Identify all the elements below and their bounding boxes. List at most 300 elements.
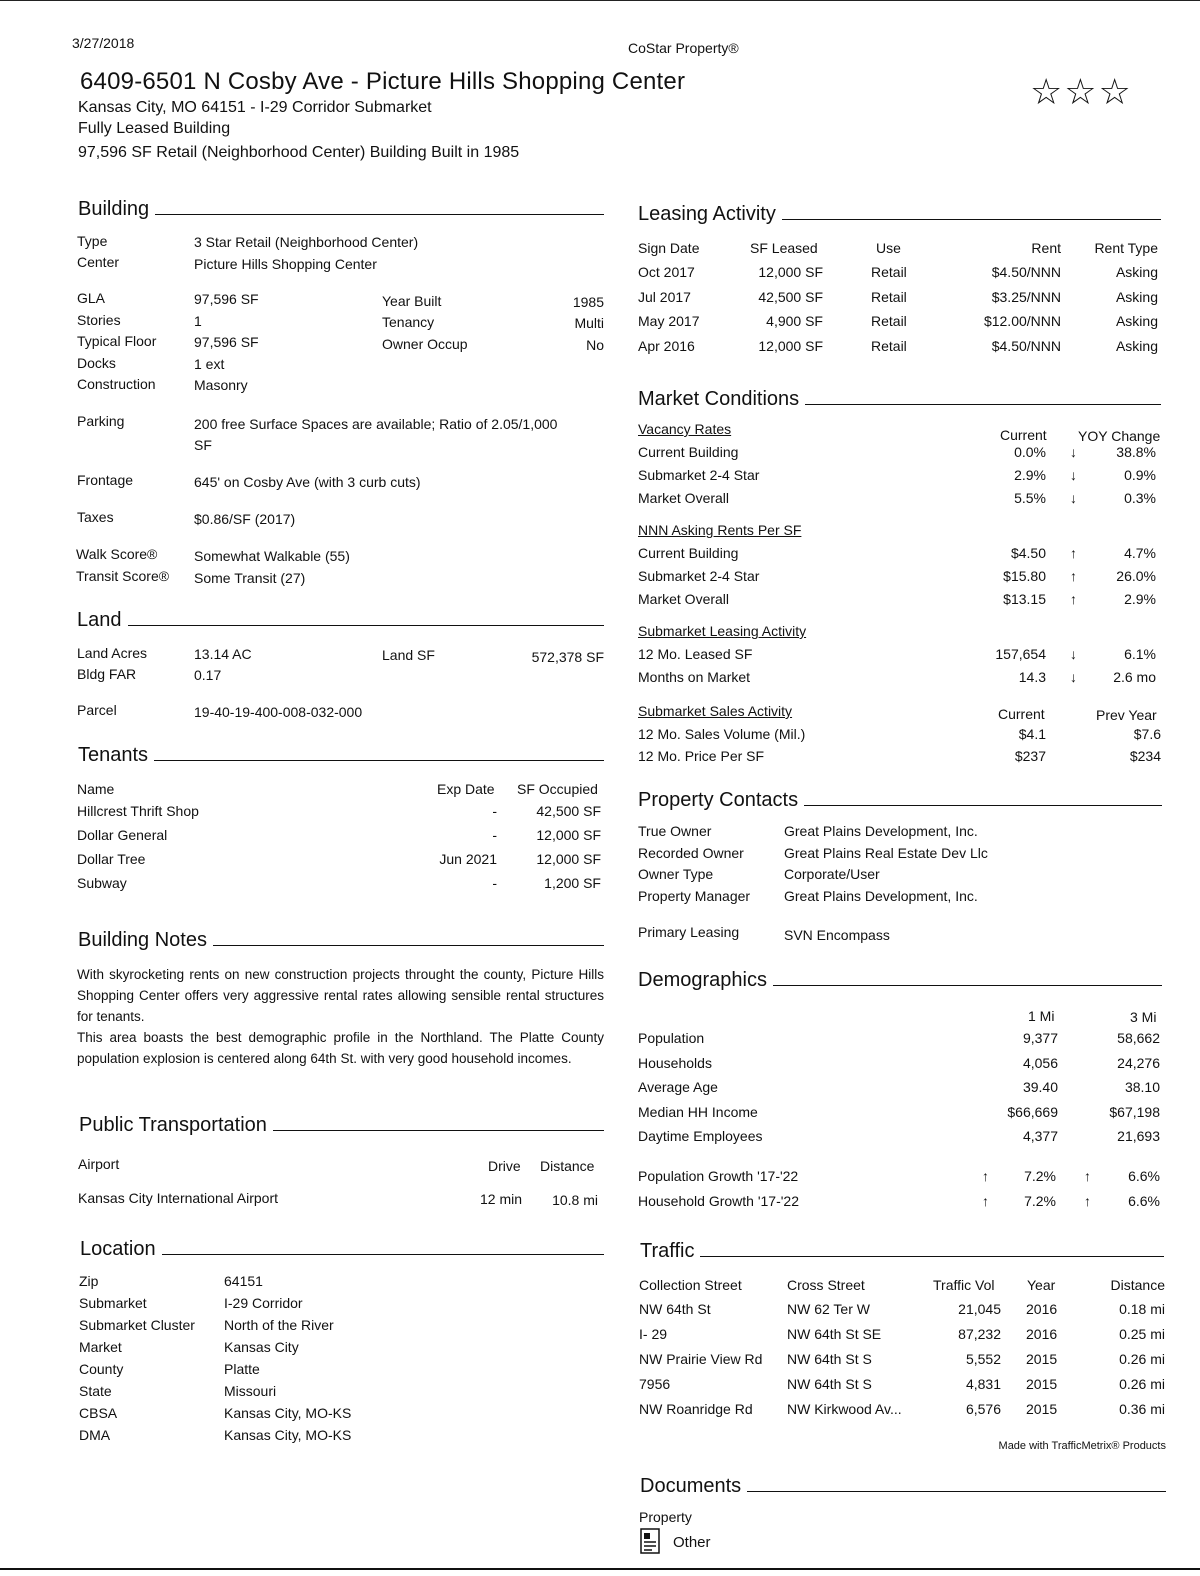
growth-3-mi: 6.6% (1128, 1168, 1160, 1184)
table-row (638, 748, 1166, 768)
heading-rule (700, 1256, 1164, 1257)
lease-rent-type: Asking (1115, 264, 1158, 280)
location-label: Market (79, 1339, 122, 1355)
sales-current: $4.1 (1018, 726, 1046, 742)
lease-rent: $4.50/NNN (991, 264, 1061, 280)
center-value: Picture Hills Shopping Center (194, 256, 377, 272)
address-line: Kansas City, MO 64151 - I-29 Corridor Submarket (78, 99, 432, 116)
table-row (638, 289, 1161, 311)
lease-sign-date: Jul 2017 (638, 288, 691, 305)
contact-name: Great Plains Development, Inc. (784, 823, 978, 839)
heading-text: Building (78, 198, 150, 220)
list-item (79, 1427, 479, 1447)
owner-occup-value: No (586, 337, 604, 353)
walk-score-value: Somewhat Walkable (55) (194, 548, 350, 564)
metric-current: 0.0% (1014, 444, 1046, 460)
construction-label: Construction (77, 376, 156, 392)
down-arrow-icon: ↓ (1070, 467, 1077, 483)
lease-rent: $12.00/NNN (983, 313, 1061, 329)
lease-sf: 4,900 SF (766, 313, 823, 329)
stories-value: 1 (194, 313, 202, 329)
list-item (638, 888, 1158, 908)
col-use: Use (876, 240, 901, 256)
heading-rule (804, 805, 1162, 806)
section-heading-traffic (640, 1240, 1164, 1263)
location-value: I-29 Corridor (224, 1295, 303, 1311)
col-collection-street: Collection Street (639, 1277, 742, 1293)
metric-yoy-change: 4.7% (1124, 545, 1156, 561)
up-arrow-icon: ↑ (982, 1168, 989, 1184)
col-sales-current: Current (998, 706, 1045, 722)
table-row (77, 851, 604, 873)
section-heading-building (78, 198, 604, 221)
tenants-table (77, 781, 604, 903)
table-row (638, 444, 1166, 464)
demo-1-mi: 4,056 (1022, 1054, 1058, 1071)
col-traffic-vol: Traffic Vol (933, 1277, 995, 1293)
gla-value: 97,596 SF (194, 291, 259, 307)
tenant-name: Dollar Tree (77, 851, 146, 867)
lease-rent-type: Asking (1115, 288, 1158, 305)
vacancy-rates-title: Vacancy Rates (638, 421, 732, 437)
section-heading-land (77, 609, 604, 632)
table-row (639, 1326, 1165, 1348)
section-heading-documents (640, 1475, 1166, 1498)
up-arrow-icon: ↑ (1084, 1193, 1091, 1209)
lease-sf: 12,000 SF (758, 264, 823, 280)
contact-role: Property Manager (638, 887, 751, 904)
tenancy-value: Multi (574, 315, 604, 331)
typical-floor-value: 97,596 SF (194, 334, 259, 350)
location-label: Submarket Cluster (79, 1317, 195, 1333)
sales-prev-year: $7.6 (1133, 726, 1161, 742)
section-heading-leasing-activity (638, 203, 1161, 226)
col-1-mi: 1 Mi (1028, 1008, 1055, 1024)
heading-rule (128, 625, 605, 626)
demo-1-mi: 4,377 (1022, 1128, 1058, 1144)
year-built-label: Year Built (382, 293, 442, 309)
lease-use: Retail (871, 337, 907, 354)
list-item (79, 1295, 479, 1315)
land-sf-label: Land SF (382, 647, 435, 663)
demo-label: Households (638, 1054, 712, 1071)
cross-street: NW 64th St S (787, 1351, 872, 1367)
demo-1-mi: 9,377 (1022, 1030, 1058, 1046)
demo-label: Median HH Income (638, 1103, 758, 1120)
section-heading-public-transportation (79, 1114, 604, 1137)
owner-occup-label: Owner Occup (382, 336, 468, 352)
sales-label: 12 Mo. Sales Volume (Mil.) (638, 726, 806, 742)
traffic-volume: 21,045 (958, 1301, 1001, 1317)
tenant-sf-occupied: 1,200 SF (544, 875, 601, 891)
heading-rule (273, 1130, 604, 1131)
heading-text: Property Contacts (638, 789, 799, 811)
lease-sign-date: May 2017 (638, 313, 700, 329)
lease-sf: 42,500 SF (758, 288, 823, 305)
land-acres-value: 13.14 AC (194, 646, 252, 662)
metric-label: Current Building (638, 444, 739, 460)
metric-current: 157,654 (995, 646, 1046, 662)
col-current: Current (1000, 427, 1047, 443)
typical-floor-label: Typical Floor (77, 333, 157, 349)
traffic-distance: 0.26 mi (1119, 1376, 1165, 1392)
col-cross-street: Cross Street (787, 1277, 865, 1293)
table-row (638, 1079, 1164, 1099)
heading-rule (782, 219, 1161, 220)
transit-score-value: Some Transit (27) (194, 570, 306, 586)
parking-value: 200 free Surface Spaces are available; Ratio of 2.05/1,000 (194, 416, 558, 432)
sales-current: $237 (1014, 748, 1046, 764)
traffic-header-row (639, 1277, 1165, 1301)
location-value: Kansas City (224, 1339, 299, 1355)
parking-value-cont: SF (194, 437, 212, 453)
col-rent-type: Rent Type (1094, 240, 1158, 256)
tenancy-label: Tenancy (382, 314, 435, 330)
up-arrow-icon: ↑ (982, 1193, 989, 1209)
section-heading-property-contacts (638, 789, 1162, 812)
bldg-far-label: Bldg FAR (77, 666, 137, 682)
year-built-value: 1985 (572, 294, 604, 310)
metric-label: Submarket 2-4 Star (638, 467, 760, 483)
table-row (639, 1376, 1165, 1398)
demo-1-mi: 39.40 (1022, 1079, 1058, 1095)
metric-current: 2.9% (1014, 467, 1046, 483)
up-arrow-icon: ↑ (1070, 545, 1077, 561)
table-row (638, 646, 1166, 666)
location-value: Kansas City, MO-KS (224, 1405, 352, 1421)
traffic-year: 2015 (1026, 1351, 1058, 1367)
metric-current: $4.50 (1010, 545, 1046, 561)
col-3-mi: 3 Mi (1130, 1009, 1157, 1025)
traffic-volume: 6,576 (965, 1401, 1001, 1417)
traffic-year: 2015 (1026, 1376, 1058, 1392)
location-value: 64151 (224, 1273, 263, 1289)
collection-street: I- 29 (639, 1326, 668, 1342)
tenant-sf-occupied: 12,000 SF (536, 827, 601, 843)
col-exp-date: Exp Date (437, 781, 495, 797)
cross-street: NW Kirkwood Av... (787, 1401, 902, 1417)
table-row (638, 545, 1166, 565)
tenant-name: Dollar General (77, 827, 168, 843)
table-row (638, 1104, 1164, 1124)
collection-street: 7956 (639, 1376, 671, 1392)
tenant-exp-date: - (492, 827, 497, 843)
leasing-header-row (638, 240, 1161, 264)
contact-name: Great Plains Development, Inc. (784, 887, 978, 904)
metric-label: Months on Market (638, 669, 751, 685)
airport-column-label: Airport (78, 1156, 120, 1172)
heading-text: Leasing Activity (638, 203, 776, 225)
airport-name: Kansas City International Airport (78, 1190, 278, 1206)
land-acres-label: Land Acres (77, 645, 148, 661)
table-row (77, 875, 604, 897)
metric-yoy-change: 26.0% (1116, 568, 1156, 584)
location-label: County (79, 1361, 124, 1377)
growth-label: Population Growth '17-'22 (638, 1168, 799, 1184)
up-arrow-icon: ↑ (1070, 591, 1077, 607)
metric-label: 12 Mo. Leased SF (638, 646, 753, 662)
heading-text: Documents (640, 1475, 742, 1497)
list-item (79, 1383, 479, 1403)
docks-label: Docks (77, 355, 116, 371)
col-sf-leased: SF Leased (750, 240, 818, 256)
lease-sign-date: Apr 2016 (638, 337, 695, 354)
heading-rule (162, 1254, 604, 1255)
brand-label: CoStar Property® (628, 40, 739, 56)
metric-yoy-change: 38.8% (1116, 444, 1156, 460)
list-item (638, 866, 1158, 886)
down-arrow-icon: ↓ (1070, 444, 1077, 460)
traffic-volume: 4,831 (965, 1376, 1001, 1392)
airport-drive: 12 min (480, 1191, 523, 1207)
heading-text: Traffic (640, 1240, 695, 1262)
cross-street: NW 64th St S (787, 1376, 872, 1392)
growth-1-mi: 7.2% (1024, 1193, 1056, 1209)
table-row (638, 568, 1166, 588)
heading-rule (213, 945, 604, 946)
heading-text: Land (77, 609, 122, 631)
table-row (638, 591, 1166, 611)
leasing-rows (638, 264, 1161, 364)
parcel-value: 19-40-19-400-008-032-000 (194, 704, 363, 720)
collection-street: NW Prairie View Rd (639, 1351, 763, 1367)
section-heading-demographics (638, 969, 1162, 992)
location-label: State (79, 1383, 112, 1399)
construction-value: Masonry (194, 377, 248, 393)
tenant-name: Subway (77, 875, 127, 891)
col-year: Year (1027, 1277, 1056, 1293)
notes-body (77, 964, 604, 1069)
type-label: Type (77, 233, 108, 249)
lease-rent-type: Asking (1115, 337, 1158, 354)
tenant-sf-occupied: 12,000 SF (536, 851, 601, 867)
traffic-distance: 0.25 mi (1119, 1326, 1165, 1342)
list-item (79, 1405, 479, 1425)
collection-street: NW Roanridge Rd (639, 1401, 753, 1417)
heading-rule (747, 1491, 1166, 1492)
growth-3-mi: 6.6% (1128, 1193, 1160, 1209)
metric-label: Submarket 2-4 Star (638, 568, 760, 584)
section-heading-building-notes (78, 929, 604, 952)
growth-label: Household Growth '17-'22 (638, 1193, 799, 1209)
traffic-distance: 0.36 mi (1119, 1401, 1165, 1417)
col-distance: Distance (1110, 1277, 1165, 1293)
tenant-exp-date: - (492, 875, 497, 891)
frontage-label: Frontage (77, 472, 134, 488)
notes-paragraph-2: This area boasts the best demographic profile in the Northland. The Platte County population explosion is centered along 64th St. with very good household incomes. (77, 1030, 604, 1066)
heading-text: Demographics (638, 969, 767, 991)
col-prev-year: Prev Year (1096, 707, 1157, 723)
traffic-table (639, 1277, 1165, 1431)
taxes-value: $0.86/SF (2017) (194, 511, 296, 527)
table-row (638, 1055, 1164, 1075)
airport-distance: 10.8 mi (552, 1192, 598, 1208)
land-sf-value: 572,378 SF (531, 649, 604, 665)
distance-column-label: Distance (540, 1158, 595, 1174)
documents-category: Property (639, 1509, 692, 1525)
list-item (79, 1273, 479, 1293)
lease-sign-date: Oct 2017 (638, 264, 695, 280)
location-value: North of the River (224, 1317, 334, 1333)
page-title: 6409-6501 N Cosby Ave - Picture Hills Shopping Center (80, 68, 686, 95)
location-label: Zip (79, 1273, 99, 1289)
type-value: 3 Star Retail (Neighborhood Center) (194, 234, 419, 250)
list-item (79, 1361, 479, 1381)
demo-3-mi: 24,276 (1117, 1054, 1160, 1071)
document-icon-svg (640, 1528, 660, 1554)
star-rating-icon: ☆☆☆ (1030, 71, 1133, 112)
metric-yoy-change: 2.9% (1124, 591, 1156, 607)
heading-text: Public Transportation (79, 1114, 267, 1136)
lease-sf: 12,000 SF (758, 337, 823, 354)
demo-3-mi: 58,662 (1117, 1030, 1160, 1046)
transit-score-label: Transit Score® (76, 568, 170, 584)
parking-label: Parking (77, 413, 125, 429)
building-summary: 97,596 SF Retail (Neighborhood Center) Building Built in 1985 (78, 144, 520, 161)
tenants-header-row (77, 781, 604, 803)
table-row (77, 803, 604, 825)
traffic-distance: 0.26 mi (1119, 1351, 1165, 1367)
traffic-year: 2015 (1026, 1401, 1058, 1417)
location-label: DMA (79, 1427, 111, 1443)
up-arrow-icon: ↑ (1084, 1168, 1091, 1184)
leasing-table (638, 240, 1161, 360)
table-row (638, 264, 1161, 286)
metric-label: Current Building (638, 545, 739, 561)
table-row (638, 490, 1166, 510)
demo-label: Average Age (638, 1079, 718, 1095)
submarket-leasing-title: Submarket Leasing Activity (638, 623, 807, 639)
heading-text: Market Conditions (638, 388, 800, 410)
docks-value: 1 ext (194, 356, 225, 372)
col-sf-occupied: SF Occupied (517, 781, 598, 797)
heading-text: Building Notes (78, 929, 207, 951)
table-row (638, 1030, 1164, 1050)
tenant-rows (77, 803, 604, 903)
up-arrow-icon: ↑ (1070, 568, 1077, 584)
drive-column-label: Drive (488, 1158, 521, 1174)
table-row (638, 726, 1166, 746)
traffic-distance: 0.18 mi (1119, 1301, 1165, 1317)
list-item (638, 823, 1158, 843)
lease-use: Retail (871, 313, 907, 329)
market-conditions-block (638, 421, 1166, 771)
lease-use: Retail (871, 264, 907, 280)
metric-label: Market Overall (638, 490, 730, 506)
table-row (638, 338, 1161, 360)
contact-role: Recorded Owner (638, 844, 744, 861)
lease-use: Retail (871, 288, 907, 305)
cross-street: NW 62 Ter W (787, 1301, 870, 1317)
lease-status: Fully Leased Building (78, 120, 231, 137)
lease-rent: $4.50/NNN (991, 337, 1061, 354)
contact-role: Owner Type (638, 866, 714, 882)
metric-yoy-change: 2.6 mo (1113, 669, 1156, 685)
down-arrow-icon: ↓ (1070, 490, 1077, 506)
heading-rule (154, 760, 604, 761)
down-arrow-icon: ↓ (1070, 646, 1077, 662)
gla-label: GLA (77, 290, 106, 306)
traffic-volume: 5,552 (965, 1351, 1001, 1367)
table-row (638, 467, 1166, 487)
col-sign-date: Sign Date (638, 240, 700, 256)
taxes-label: Taxes (77, 509, 114, 525)
tenant-name: Hillcrest Thrift Shop (77, 803, 199, 819)
lease-rent: $3.25/NNN (991, 288, 1061, 305)
table-row (638, 1193, 1164, 1213)
tenant-exp-date: Jun 2021 (439, 851, 497, 867)
demo-3-mi: $67,198 (1109, 1103, 1160, 1120)
section-heading-market-conditions (638, 388, 1161, 411)
contact-name: Great Plains Real Estate Dev Llc (784, 844, 988, 861)
nnn-rents-title: NNN Asking Rents Per SF (638, 522, 802, 538)
parcel-label: Parcel (77, 702, 117, 718)
traffic-year: 2016 (1026, 1326, 1058, 1342)
down-arrow-icon: ↓ (1070, 669, 1077, 685)
section-heading-tenants (78, 744, 604, 767)
bldg-far-value: 0.17 (194, 667, 222, 683)
tenant-exp-date: - (492, 803, 497, 819)
growth-1-mi: 7.2% (1024, 1168, 1056, 1184)
metric-current: $15.80 (1003, 568, 1046, 584)
bottom-border (0, 1568, 1200, 1570)
table-row (638, 1128, 1164, 1148)
location-label: Submarket (79, 1295, 147, 1311)
location-value: Missouri (224, 1383, 277, 1399)
metric-label: Market Overall (638, 591, 730, 607)
table-row (638, 313, 1161, 335)
contact-role: True Owner (638, 823, 712, 839)
table-row (639, 1351, 1165, 1373)
heading-text: Tenants (78, 744, 149, 766)
list-item (79, 1339, 479, 1359)
stories-label: Stories (77, 312, 121, 328)
traffic-year: 2016 (1026, 1301, 1058, 1317)
traffic-volume: 87,232 (958, 1326, 1001, 1342)
walk-score-label: Walk Score® (76, 546, 158, 562)
list-item (638, 845, 1158, 865)
demo-label: Population (638, 1030, 705, 1046)
metric-current: 5.5% (1014, 490, 1046, 506)
notes-paragraph-1: With skyrocketing rents on new construction projects throught the county, Picture Hills Shopping Center offers very aggressive rental rates allowing sensible rental structures for tenants. (77, 967, 604, 1024)
table-row (638, 1168, 1164, 1188)
demo-label: Daytime Employees (638, 1128, 763, 1144)
tenant-sf-occupied: 42,500 SF (536, 803, 601, 819)
trafficmetrix-credit: Made with TrafficMetrix® Products (998, 1440, 1166, 1452)
table-row (77, 827, 604, 849)
section-heading-location (80, 1238, 604, 1261)
location-value: Kansas City, MO-KS (224, 1427, 352, 1443)
col-rent: Rent (1031, 240, 1061, 256)
table-row (639, 1401, 1165, 1423)
table-row (638, 669, 1166, 689)
col-yoy-change: YOY Change (1078, 428, 1161, 444)
heading-text: Location (80, 1238, 156, 1260)
frontage-value: 645' on Cosby Ave (with 3 curb cuts) (194, 474, 421, 490)
contact-name: Corporate/User (784, 866, 880, 882)
location-value: Platte (224, 1361, 260, 1377)
cross-street: NW 64th St SE (787, 1326, 882, 1342)
document-icon (640, 1528, 660, 1554)
metric-current: 14.3 (1018, 669, 1046, 685)
traffic-rows (639, 1301, 1165, 1431)
primary-leasing-value: SVN Encompass (784, 927, 890, 943)
document-link-other[interactable]: Other (673, 1534, 711, 1551)
heading-rule (155, 214, 604, 215)
metric-yoy-change: 6.1% (1124, 646, 1156, 662)
heading-rule (805, 404, 1161, 405)
center-label: Center (77, 254, 120, 270)
